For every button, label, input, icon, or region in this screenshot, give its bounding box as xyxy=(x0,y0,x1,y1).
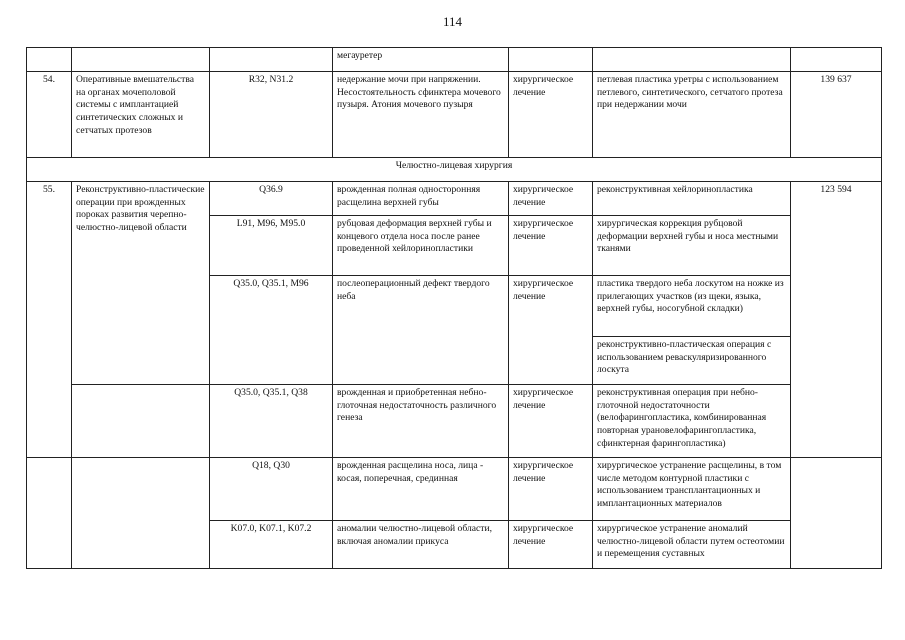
cell-codes: Q18, Q30 xyxy=(210,458,333,521)
cell-codes: Q35.0, Q35.1, M96 xyxy=(210,276,333,385)
section-title: Челюстно-лицевая хирургия xyxy=(27,158,882,182)
services-table xyxy=(26,47,882,569)
cell-method: хирургическое устранение расщелины, в том числе методом контурной пластики с использованием трансплантационных и имплантационных материалов xyxy=(593,458,791,521)
cell-method: пластика твердого неба лоскутом на ножке из прилегающих участков (из щеки, языка, верхней губы, носогубной складки) xyxy=(593,276,791,337)
cell-treatment: хирургическое лечение xyxy=(509,521,593,569)
cell-method: хирургическое устранение аномалий челюстно-лицевой области путем остеотомии и перемещения суставных xyxy=(593,521,791,569)
cell-treatment: хирургическое лечение xyxy=(509,458,593,521)
cell-name xyxy=(72,385,210,458)
cell-treatment: хирургическое лечение xyxy=(509,72,593,158)
cell-codes: Q35.0, Q35.1, Q38 xyxy=(210,385,333,458)
cell-price xyxy=(791,48,882,72)
table-row xyxy=(27,182,882,216)
table-row xyxy=(27,458,882,521)
cell-model: врожденная полная односторонняя расщелина верхней губы xyxy=(333,182,509,216)
cell-model: недержание мочи при напряжении. Несостоятельность сфинктера мочевого пузыря. Атония мочевого пузыря xyxy=(333,72,509,158)
cell-name: Оперативные вмешательства на органах мочеполовой системы с имплантацией синтетических сложных и сетчатых протезов xyxy=(72,72,210,158)
cell-codes xyxy=(210,48,333,72)
table-row xyxy=(27,385,882,458)
cell-codes: K07.0, K07.1, K07.2 xyxy=(210,521,333,569)
cell-num: 54. xyxy=(27,72,72,158)
cell-price: 123 594 xyxy=(791,182,882,458)
cell-treatment xyxy=(509,48,593,72)
cell-num xyxy=(27,458,72,569)
cell-model: аномалии челюстно-лицевой области, включая аномалии прикуса xyxy=(333,521,509,569)
cell-method: реконструктивная операция при небно-глоточной недостаточности (велофарингопластика, комбинированная повторная урановелофарингопластика, сфинктерная фарингопластика) xyxy=(593,385,791,458)
cell-price xyxy=(791,458,882,569)
table-row xyxy=(27,48,882,72)
cell-name xyxy=(72,48,210,72)
cell-treatment: хирургическое лечение xyxy=(509,276,593,385)
cell-codes: L91, M96, M95.0 xyxy=(210,216,333,276)
cell-method xyxy=(593,48,791,72)
cell-model: мегауретер xyxy=(333,48,509,72)
cell-method: хирургическая коррекция рубцовой деформации верхней губы и носа местными тканями xyxy=(593,216,791,276)
cell-price: 139 637 xyxy=(791,72,882,158)
cell-model: рубцовая деформация верхней губы и концевого отдела носа после ранее проведенной хейлоринопластики xyxy=(333,216,509,276)
cell-treatment: хирургическое лечение xyxy=(509,385,593,458)
cell-method: петлевая пластика уретры с использованием петлевого, синтетического, сетчатого протеза при недержании мочи xyxy=(593,72,791,158)
cell-name xyxy=(72,458,210,569)
cell-name: Реконструктивно-пластические операции при врожденных пороках развития черепно-челюстно-лицевой области xyxy=(72,182,210,385)
cell-treatment: хирургическое лечение xyxy=(509,216,593,276)
cell-model: врожденная и приобретенная небно-глоточная недостаточность различного генеза xyxy=(333,385,509,458)
table-row xyxy=(27,72,882,158)
cell-model: послеоперационный дефект твердого неба xyxy=(333,276,509,385)
cell-treatment: хирургическое лечение xyxy=(509,182,593,216)
cell-method: реконструктивная хейлоринопластика xyxy=(593,182,791,216)
cell-model: врожденная расщелина носа, лица - косая, поперечная, срединная xyxy=(333,458,509,521)
section-row xyxy=(27,158,882,182)
cell-codes: R32, N31.2 xyxy=(210,72,333,158)
cell-num xyxy=(27,48,72,72)
cell-codes: Q36.9 xyxy=(210,182,333,216)
cell-method: реконструктивно-пластическая операция с использованием реваскуляризированного лоскута xyxy=(593,337,791,385)
page-number: 114 xyxy=(442,14,463,29)
cell-num: 55. xyxy=(27,182,72,458)
